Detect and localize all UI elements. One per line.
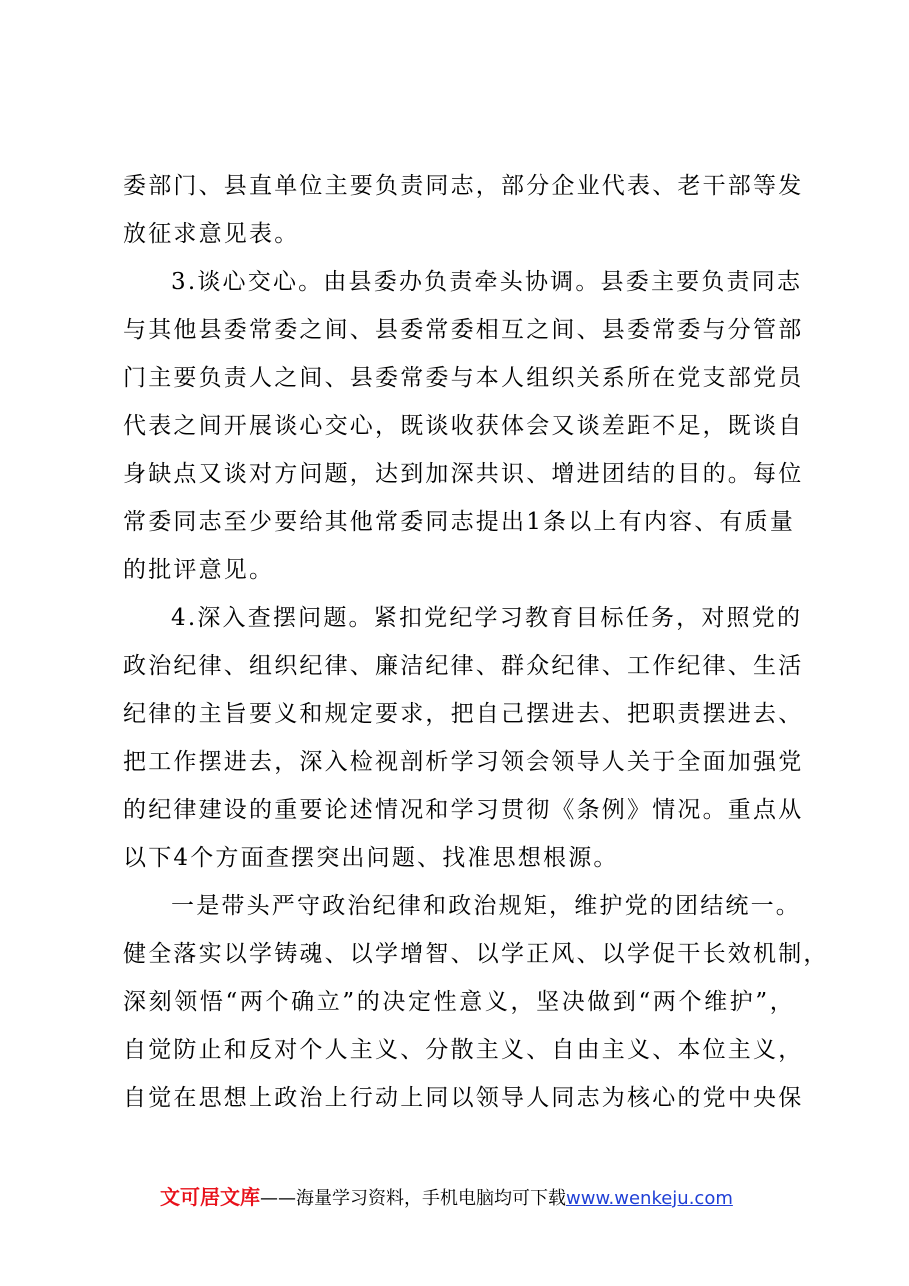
body-line: 的纪律建设的重要论述情况和学习贯彻《条例》情况。重点从	[123, 797, 804, 823]
brand-name: 文可居文库	[160, 1185, 260, 1209]
body-line: 门主要负责人之间、县委常委与本人组织关系所在党支部党员	[123, 365, 804, 391]
website-link[interactable]: www.wenkeju.com	[566, 1188, 733, 1209]
body-line: 身缺点又谈对方问题，达到加深共识、增进团结的目的。每位	[123, 461, 804, 487]
body-line: 的批评意见。	[123, 557, 275, 583]
body-line: 委部门、县直单位主要负责同志，部分企业代表、老干部等发	[123, 173, 804, 199]
body-line: 一是带头严守政治纪律和政治规矩，维护党的团结统一。	[171, 893, 801, 919]
body-line: 把工作摆进去，深入检视剖析学习领会领导人关于全面加强党	[123, 749, 804, 775]
body-line: 纪律的主旨要义和规定要求，把自己摆进去、把职责摆进去、	[123, 701, 804, 727]
body-line: 健全落实以学铸魂、以学增智、以学正风、以学促干长效机制，	[123, 941, 829, 967]
body-line: 3.谈心交心。由县委办负责牵头协调。县委主要负责同志	[171, 269, 803, 295]
body-line: 放征求意见表。	[123, 221, 300, 247]
body-line: 自觉防止和反对个人主义、分散主义、自由主义、本位主义，	[123, 1037, 804, 1063]
body-line: 常委同志至少要给其他常委同志提出1条以上有内容、有质量	[123, 509, 796, 535]
body-line: 4.深入查摆问题。紧扣党纪学习教育目标任务，对照党的	[171, 605, 803, 631]
footer-tagline: ——海量学习资料，手机电脑均可下载	[260, 1188, 566, 1209]
body-line: 深刻领悟“两个确立”的决定性意义，坚决做到“两个维护”，	[123, 989, 795, 1015]
footer-banner	[160, 1184, 780, 1210]
body-line: 与其他县委常委之间、县委常委相互之间、县委常委与分管部	[123, 317, 804, 343]
body-line: 政治纪律、组织纪律、廉洁纪律、群众纪律、工作纪律、生活	[123, 653, 804, 679]
body-line: 代表之间开展谈心交心，既谈收获体会又谈差距不足，既谈自	[123, 413, 804, 439]
body-line: 以下4个方面查摆突出问题、找准思想根源。	[123, 845, 619, 871]
body-line: 自觉在思想上政治上行动上同以领导人同志为核心的党中央保	[123, 1085, 804, 1111]
